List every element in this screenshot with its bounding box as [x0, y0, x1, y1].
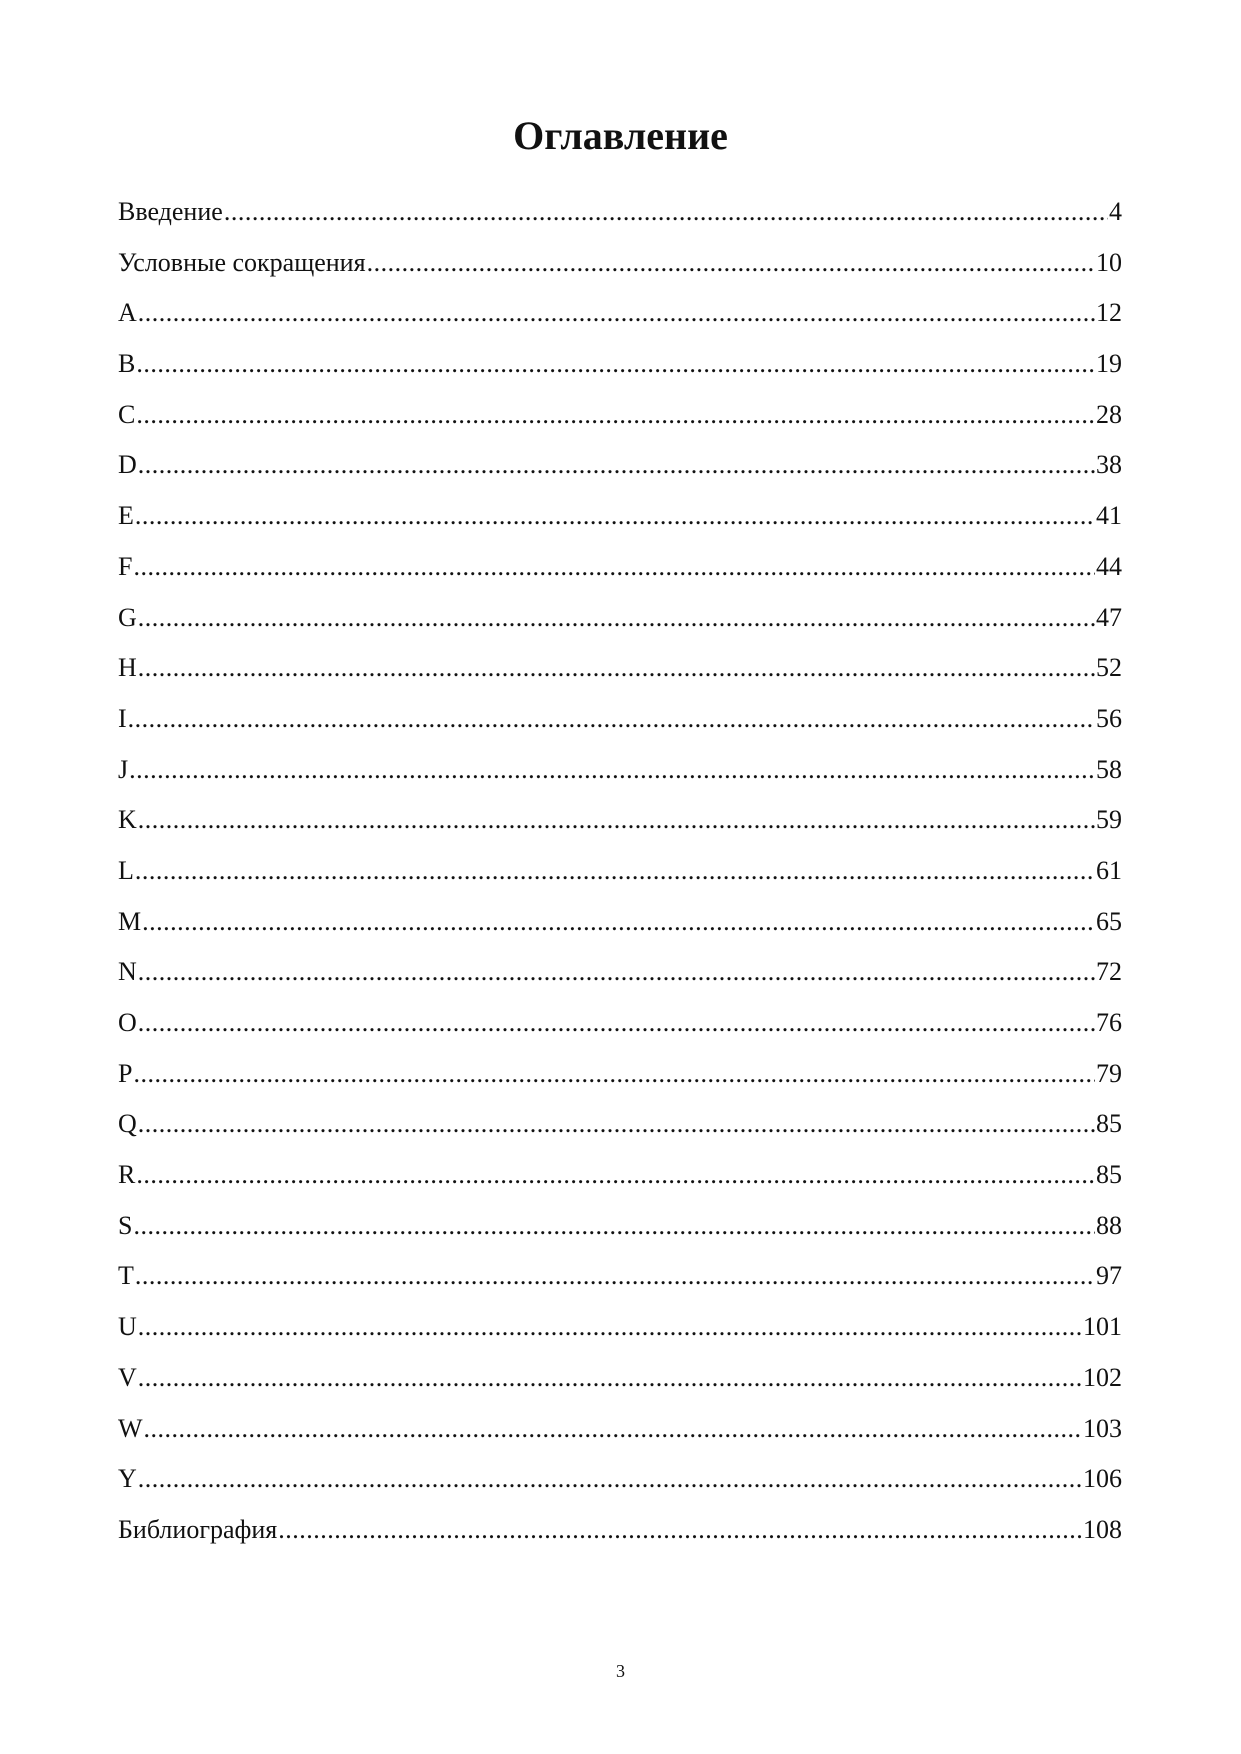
toc-dot-leader [135, 1251, 1095, 1301]
toc-dot-leader [136, 339, 1095, 389]
toc-dot-leader [138, 440, 1095, 490]
toc-entry-page: 12 [1096, 298, 1122, 328]
toc-entry-label: Библиография [118, 1514, 278, 1544]
toc-entry-page: 88 [1096, 1210, 1122, 1240]
toc-entry[interactable] [118, 947, 1122, 998]
toc-entry[interactable] [118, 187, 1122, 238]
toc-entry-label: B [118, 349, 136, 379]
toc-dot-leader [136, 1150, 1095, 1200]
toc-entry[interactable] [118, 643, 1122, 694]
toc-dot-leader [128, 694, 1095, 744]
toc-entry-label: K [118, 805, 137, 835]
toc-entry-page: 28 [1096, 399, 1122, 429]
toc-dot-leader [367, 238, 1095, 288]
toc-entry[interactable] [118, 897, 1122, 948]
toc-entry-page: 41 [1096, 501, 1122, 531]
toc-dot-leader [138, 643, 1095, 693]
toc-entry[interactable] [118, 694, 1122, 745]
toc-entry[interactable] [118, 1353, 1122, 1404]
toc-entry-page: 97 [1096, 1261, 1122, 1291]
toc-dot-leader [138, 1353, 1082, 1403]
toc-entry-page: 47 [1096, 602, 1122, 632]
toc-entry-label: Y [118, 1464, 137, 1494]
toc-entry[interactable] [118, 542, 1122, 593]
toc-dot-leader [133, 1201, 1095, 1251]
toc-entry-label: G [118, 602, 137, 632]
toc-entry-label: Q [118, 1109, 137, 1139]
toc-entry-page: 61 [1096, 855, 1122, 885]
toc-entry-label: W [118, 1413, 143, 1443]
toc-entry-label: J [118, 754, 129, 784]
toc-entry-page: 106 [1083, 1464, 1122, 1494]
toc-entry-page: 19 [1096, 349, 1122, 379]
toc-entry[interactable] [118, 1454, 1122, 1505]
toc-dot-leader [142, 897, 1095, 947]
toc-entry-label: Условные сокращения [118, 247, 366, 277]
toc-dot-leader [224, 187, 1108, 237]
toc-entry-label: A [118, 298, 137, 328]
toc-entry-page: 76 [1096, 1008, 1122, 1037]
toc-entry[interactable] [118, 1201, 1122, 1252]
toc-entry[interactable] [118, 491, 1122, 542]
toc-entry-page: 52 [1096, 653, 1122, 683]
toc-entry[interactable] [118, 795, 1122, 846]
toc-dot-leader [133, 542, 1095, 592]
toc-dot-leader [138, 1454, 1082, 1504]
toc-entry-page: 85 [1096, 1160, 1122, 1190]
toc-entry-page: 56 [1096, 703, 1122, 733]
toc-entry-label: U [118, 1312, 137, 1342]
toc-entry-page: 4 [1109, 197, 1122, 226]
toc-entry-page: 85 [1096, 1109, 1122, 1139]
toc-entry-page: 10 [1096, 247, 1122, 277]
toc-entry-page: 58 [1096, 754, 1122, 784]
toc-dot-leader [135, 846, 1095, 896]
toc-entry[interactable] [118, 998, 1122, 1049]
toc-entry-page: 108 [1083, 1514, 1122, 1544]
toc-dot-leader [138, 593, 1095, 643]
toc-dot-leader [138, 1099, 1095, 1149]
toc-entry-page: 38 [1096, 450, 1122, 480]
toc-entry[interactable] [118, 1404, 1122, 1455]
toc-entry[interactable] [118, 390, 1122, 441]
toc-entry-page: 103 [1083, 1413, 1122, 1443]
toc-entry[interactable] [118, 846, 1122, 897]
toc-entry-label: S [118, 1210, 133, 1240]
toc-entry[interactable] [118, 1302, 1122, 1353]
toc-dot-leader [138, 998, 1095, 1048]
toc-entry[interactable] [118, 440, 1122, 491]
toc-entry[interactable] [118, 288, 1122, 339]
toc-entry[interactable] [118, 745, 1122, 796]
toc-entry-label: E [118, 501, 134, 531]
toc-entry-label: M [118, 906, 142, 936]
toc-entry[interactable] [118, 1505, 1122, 1556]
toc-entry-label: P [118, 1058, 133, 1088]
toc-entry[interactable] [118, 1150, 1122, 1201]
toc-entry-label: L [118, 855, 134, 885]
toc-dot-leader [129, 745, 1095, 795]
page-number: 3 [616, 1661, 625, 1681]
toc-entry-page: 44 [1096, 551, 1122, 581]
toc-entry-label: H [118, 653, 137, 683]
toc-dot-leader [136, 390, 1095, 440]
toc-entry[interactable] [118, 1049, 1122, 1100]
toc-dot-leader [138, 947, 1095, 997]
toc-entry-label: C [118, 399, 136, 429]
toc-entry-label: D [118, 450, 137, 480]
toc-entry-label: Введение [118, 197, 223, 226]
toc-entry-label: R [118, 1160, 136, 1190]
toc-entry-page: 101 [1083, 1312, 1122, 1342]
toc-entry-label: I [118, 703, 127, 733]
toc-entry-page: 102 [1083, 1362, 1122, 1392]
toc-entry[interactable] [118, 339, 1122, 390]
toc-entry-label: O [118, 1008, 137, 1037]
toc-dot-leader [138, 1302, 1082, 1352]
toc-dot-leader [144, 1404, 1082, 1454]
toc-entry[interactable] [118, 238, 1122, 289]
toc-dot-leader [133, 1049, 1095, 1099]
page-title: Оглавление [513, 113, 728, 158]
toc-entry-page: 79 [1096, 1058, 1122, 1088]
toc-entry[interactable] [118, 593, 1122, 644]
toc-entry-page: 65 [1096, 906, 1122, 936]
toc-entry-label: V [118, 1362, 137, 1392]
toc-entry[interactable] [118, 1251, 1122, 1302]
toc-entry-label: T [118, 1261, 134, 1291]
toc-entry[interactable] [118, 1099, 1122, 1150]
toc-entry-label: N [118, 957, 137, 987]
toc-dot-leader [138, 795, 1095, 845]
toc-dot-leader [138, 288, 1095, 338]
toc-dot-leader [135, 491, 1095, 541]
toc-entry-page: 59 [1096, 805, 1122, 835]
toc-entry-page: 72 [1096, 957, 1122, 987]
toc-dot-leader [278, 1505, 1082, 1555]
toc-entry-label: F [118, 551, 133, 581]
table-of-contents [118, 187, 1122, 1556]
